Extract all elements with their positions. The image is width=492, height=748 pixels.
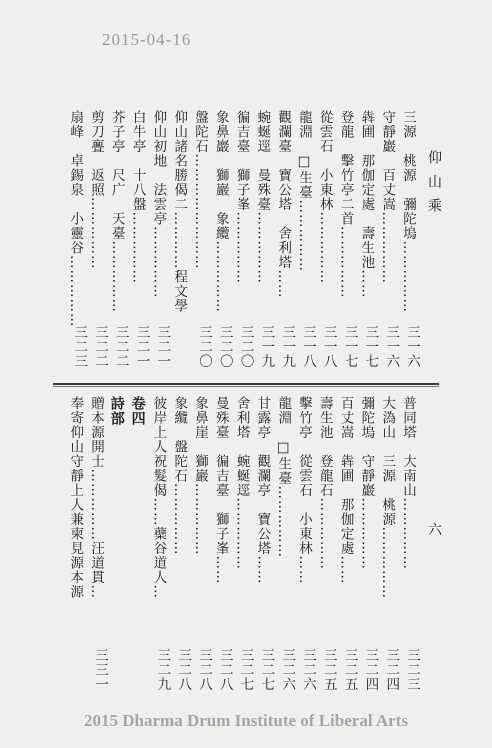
toc-entry-page: 三三一 <box>92 647 108 691</box>
toc-entry <box>67 110 88 368</box>
toc-entry-page: 三一七 <box>341 324 358 368</box>
toc-entry-title: 彼岸上人祝髮偈……蘗谷道人… <box>150 396 167 599</box>
running-header-page: 六 <box>426 522 442 546</box>
toc-entry-title: 舍利塔 蜿蜒逕…………… <box>233 396 250 570</box>
toc-entry-page: 三二四 <box>383 647 400 691</box>
toc-entry-page: 三一七 <box>362 324 379 368</box>
toc-entry <box>90 396 106 691</box>
toc-entry-page: 三二五 <box>320 647 337 691</box>
toc-entry-page: 三二〇 <box>237 324 254 368</box>
toc-entry <box>108 396 127 691</box>
section-divider <box>53 383 439 385</box>
toc-entry-title: 蜿蜒逕 曼殊臺…………… <box>254 110 271 284</box>
toc-entry <box>254 396 275 691</box>
toc-entry-page: 三二三 <box>404 647 420 691</box>
toc-entry-title: 壽生池 登龍石…………… <box>316 396 333 570</box>
toc-entry-title: 彌陀塢 守靜巖…………… <box>358 396 375 570</box>
toc-entry-title: 登龍 擊竹亭二首…………… <box>337 110 354 299</box>
toc-entry-page: 三二二 <box>92 324 108 368</box>
toc-entry-page: 三二二 <box>112 324 129 368</box>
toc-entry <box>233 396 254 691</box>
toc-entry-title: 盤陀石…………………… <box>192 110 208 270</box>
watermark-institute: 2015 Dharma Drum Institute of Liberal Arts <box>84 711 408 730</box>
watermark-date: 2015-04-16 <box>102 30 192 49</box>
toc-entry <box>298 396 314 691</box>
toc-entry <box>358 110 379 368</box>
toc-entry-page: 三二六 <box>279 647 296 691</box>
toc-entry <box>171 396 192 691</box>
toc-entry-page: 三一九 <box>279 324 296 368</box>
toc-entry <box>129 396 148 691</box>
toc-entry-page: 三一八 <box>320 324 337 368</box>
toc-entry-page: 三二六 <box>300 647 316 691</box>
toc-entry <box>194 110 210 368</box>
toc-entry-page: 三一八 <box>300 324 316 368</box>
toc-entry-page: 三一九 <box>258 324 275 368</box>
toc-entry <box>69 396 85 691</box>
toc-entry <box>254 110 275 368</box>
toc-entry-title: 三源 桃源 彌陀塢…………… <box>400 110 416 313</box>
toc-entry-title: 仰山初地 法雲亭…………… <box>150 110 167 299</box>
toc-entry-title: 仰山諸名勝偈二…………程文學 <box>171 110 188 313</box>
toc-entry-title: 龍淵 □生臺…………… <box>275 396 292 558</box>
toc-entry-page: 三二一 <box>133 324 150 368</box>
toc-entry <box>379 110 400 368</box>
toc-entry <box>212 110 233 368</box>
running-header-title: 仰山乘 <box>426 150 442 222</box>
toc-entry <box>402 396 418 691</box>
toc-entry-title: 象纜 盤陀石…………… <box>171 396 188 556</box>
toc-entry-title: 贈本源開士……………汪道貫… <box>88 396 104 599</box>
toc-entry <box>90 110 106 368</box>
toc-entry-page: 三二四 <box>362 647 379 691</box>
toc-entry-title: 詩部 <box>108 396 125 426</box>
toc-entry-page: 三二三 <box>71 324 88 368</box>
toc-entry <box>337 396 358 691</box>
toc-entry-page: 三二九 <box>154 647 171 691</box>
toc-entry <box>212 396 233 691</box>
toc-entry <box>316 396 337 691</box>
toc-entry <box>108 110 129 368</box>
toc-entry-title: 擊竹亭 從雲石 小東林…… <box>296 396 312 585</box>
toc-entry-page: 三一六 <box>383 324 400 368</box>
toc-entry <box>402 110 418 368</box>
toc-entry <box>233 110 254 368</box>
toc-entry-page: 三二八 <box>196 647 212 691</box>
toc-entry-page: 三一六 <box>404 324 420 368</box>
toc-entry <box>275 110 296 368</box>
toc-entry-title: 甘露亭 觀瀾亭 寶公塔…… <box>254 396 271 585</box>
toc-entry <box>358 396 379 691</box>
toc-entry-page: 三二八 <box>175 647 192 691</box>
toc-entry-title: 剪刀亹 返照…………… <box>88 110 104 270</box>
toc-entry-title: 芥子亭 尺广 天臺…………… <box>108 110 125 313</box>
section-divider-thin <box>53 386 439 387</box>
toc-entry-title: 象鼻巖 獅巖 象纜…………… <box>212 110 229 313</box>
toc-entry-title: 普同塔 大南山…………… <box>400 396 416 570</box>
toc-entry-title: 象鼻崖 獅巖…………… <box>192 396 208 556</box>
toc-entry-title: 龍淵 □生臺…………… <box>296 110 312 272</box>
toc-entry-title: 徧吉臺 獅子峯…………… <box>233 110 250 284</box>
toc-entry <box>129 110 150 368</box>
toc-entry-title: 大溈山 三源 桃源…………… <box>379 396 396 599</box>
toc-entry <box>298 110 314 368</box>
toc-entry <box>316 110 337 368</box>
toc-entry-page: 三二五 <box>341 647 358 691</box>
toc-entry-page: 三二八 <box>216 647 233 691</box>
toc-entry-title: 扇峰 卓錫泉 小靈谷…………… <box>67 110 84 328</box>
toc-entry <box>194 396 210 691</box>
toc-entry-title: 犇圃 那伽定處 壽生池…… <box>358 110 375 299</box>
toc-entry-title: 守靜巖 百丈嵩…………… <box>379 110 396 284</box>
toc-entry <box>173 110 189 368</box>
toc-entry-title: 奉寄仰山守靜上人兼柬見源本源 <box>67 396 84 599</box>
toc-entry-page: 三二〇 <box>216 324 233 368</box>
toc-entry-title: 從雲石 小東林…………… <box>316 110 333 284</box>
toc-entry-title: 觀瀾臺 寶公塔 舍利塔…… <box>275 110 292 299</box>
toc-entry-title: 卷四 <box>129 396 146 426</box>
toc-entry-title: 白牛亭 十八盤…………… <box>129 110 146 284</box>
toc-entry-page: 三二〇 <box>196 324 212 368</box>
toc-entry-title: 百丈嵩 犇圃 那伽定處…… <box>337 396 354 585</box>
toc-entry <box>275 396 296 691</box>
toc-entry <box>337 110 358 368</box>
toc-entry-page: 三二七 <box>237 647 254 691</box>
toc-entry-page: 三二七 <box>258 647 275 691</box>
toc-entry <box>379 396 400 691</box>
toc-entry-page: 三二一 <box>154 324 171 368</box>
toc-entry-title: 曼殊臺 徧吉臺 獅子峯…… <box>212 396 229 585</box>
toc-entry <box>150 396 171 691</box>
toc-entry <box>150 110 171 368</box>
